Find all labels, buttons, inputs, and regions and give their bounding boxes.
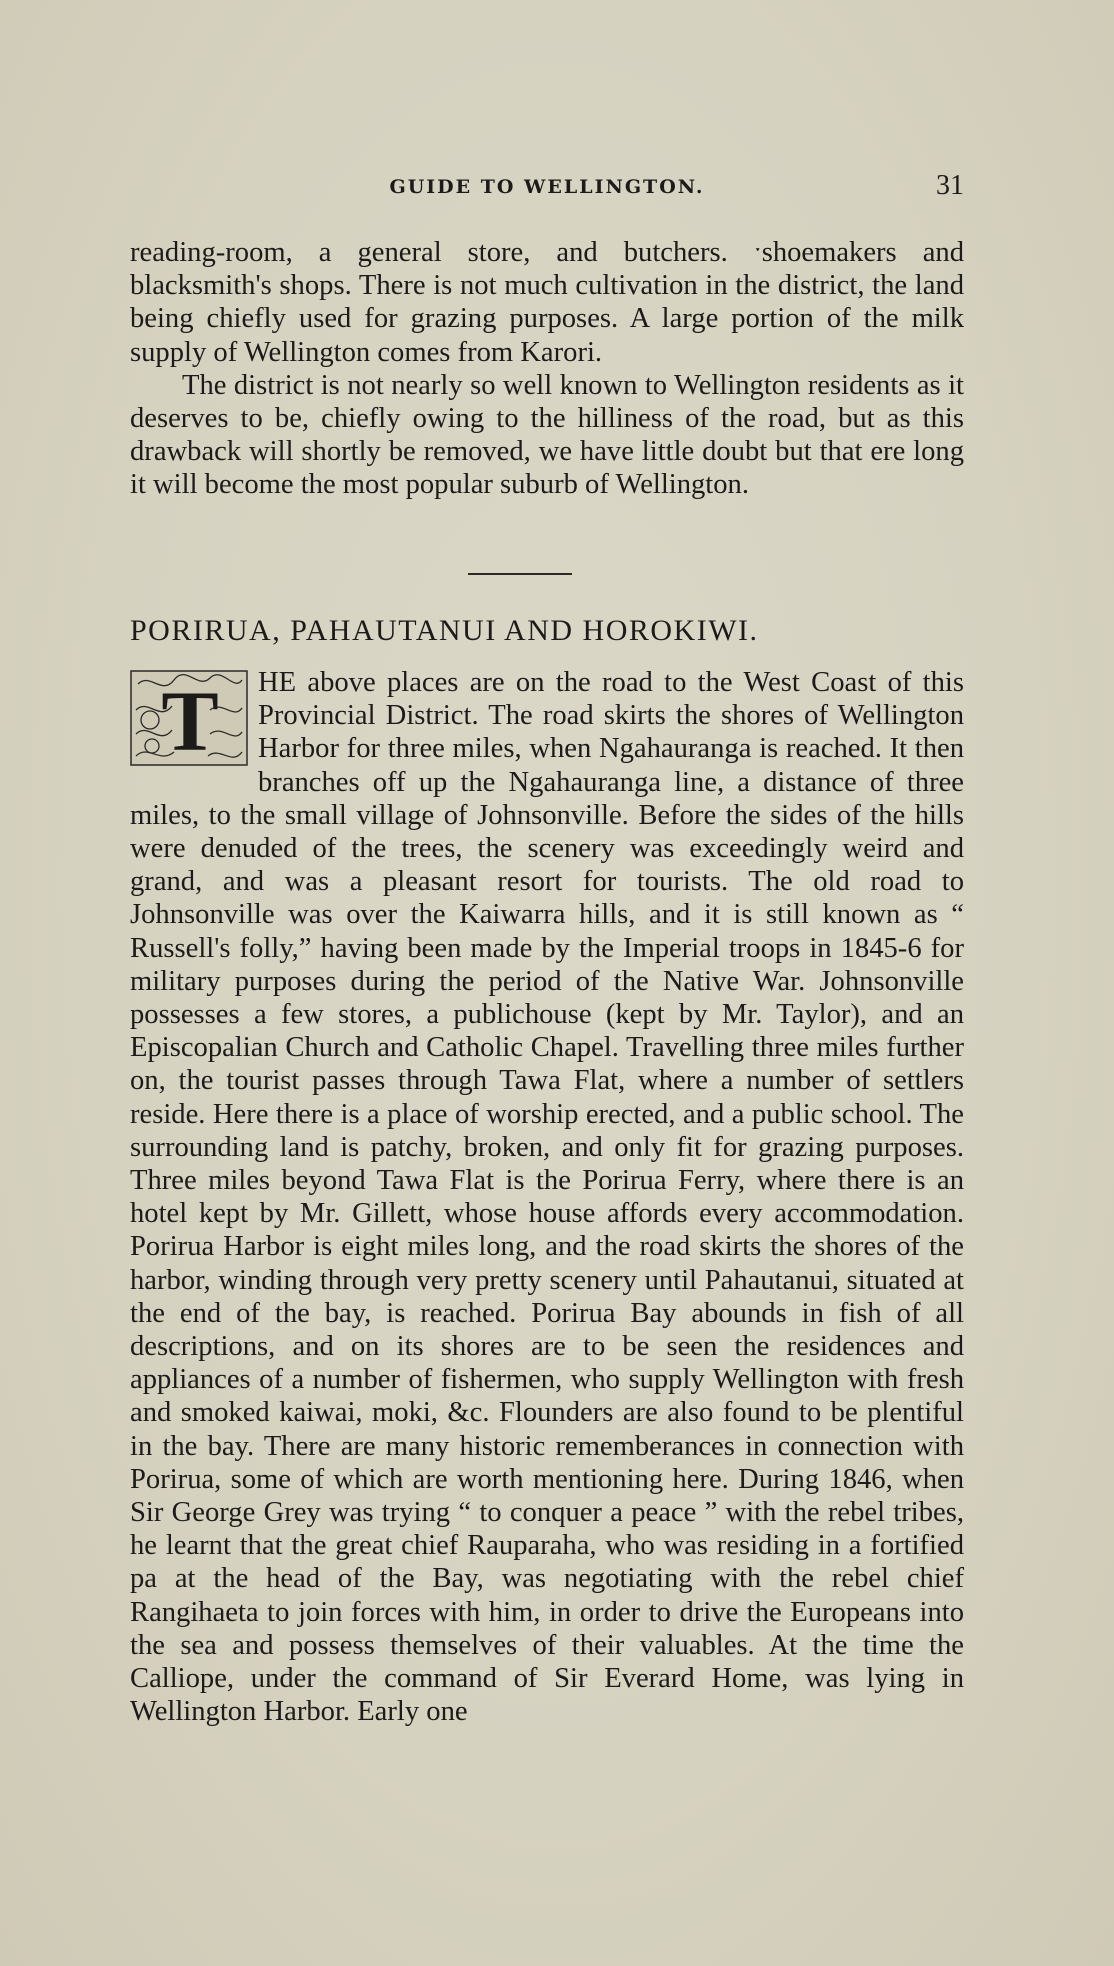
page-number: 31 (936, 170, 964, 201)
intro-paragraph-1: reading-room, a general store, and butchers. ˑshoemakers and blacksmith's shops. There is not much cultivation in the district, the land being chiefly used for grazing purposes. A large portion of the milk supply of Wellington comes from Karori. (130, 237, 964, 368)
section-text (130, 666, 964, 1729)
drop-cap-letter: T (161, 673, 219, 766)
intro-text (130, 236, 964, 502)
section-divider (468, 573, 572, 575)
section-heading: PORIRUA, PAHAUTANUI AND HOROKIWI. (130, 614, 759, 647)
drop-cap-ornament (130, 670, 248, 766)
page-header (130, 170, 964, 206)
section-body: HE above places are on the road to the West Coast of this Provincial District. The road skirts the shores of Wellington Harbor for three miles, when Ngahauranga is reached. It then branches off up the Ngahauranga line, a distance of three miles, to the small village of Johnsonville. Before the sides of the hills were denuded of the trees, the scenery was exceedingly weird and grand, and was a pleasant resort for tourists. The old road to Johnsonville was over the Kaiwarra hills, and it is still known as “ Russell's folly,” having been made by the Imperial troops in 1845-6 for military purposes during the period of the Native War. Johnsonville possesses a few stores, a publichouse (kept by Mr. Taylor), and an Episcopalian Church and Catholic Chapel. Travelling three miles further on, the tourist passes through Tawa Flat, where a number of settlers reside. Here there is a place of worship erected, and a public school. The surrounding land is patchy, broken, and only fit for grazing purposes. Three miles beyond Tawa Flat is the Porirua Ferry, where there is an hotel kept by Mr. Gillett, whose house affords every accommodation. Porirua Harbor is eight miles long, and the road skirts the shores of the harbor, winding through very pretty scenery until Pahautanui, situated at the end of the bay, is reached. Porirua Bay abounds in fish of all descriptions, and on its shores are to be seen the residences and appliances of a number of fishermen, who supply Wellington with fresh and smoked kaiwai, moki, &c. Flounders are also found to be plentiful in the bay. There are many historic rememberances in connection with Porirua, some of which are worth mentioning here. During 1846, when Sir George Grey was trying “ to conquer a peace ” with the rebel tribes, he learnt that the great chief Rauparaha, who was residing in a fortified pa at the head of the Bay, was negotiating with the rebel chief Rangihaeta to join forces with him, in order to drive the Europeans into the sea and possess themselves of their valuables. At the time the Calliope, under the command of Sir Everard Home, was lying in Wellington Harbor. Early one (130, 667, 964, 1728)
intro-paragraph-2: The district is not nearly so well known to Wellington residents as it deserves to be, chiefly owing to the hilliness of the road, but as this drawback will shortly be removed, we have little doubt but that ere long it will become the most popular suburb of Wellington. (130, 369, 964, 501)
running-title: GUIDE TO WELLINGTON. (389, 176, 705, 198)
drop-cap-ornament-graphic (130, 670, 248, 766)
